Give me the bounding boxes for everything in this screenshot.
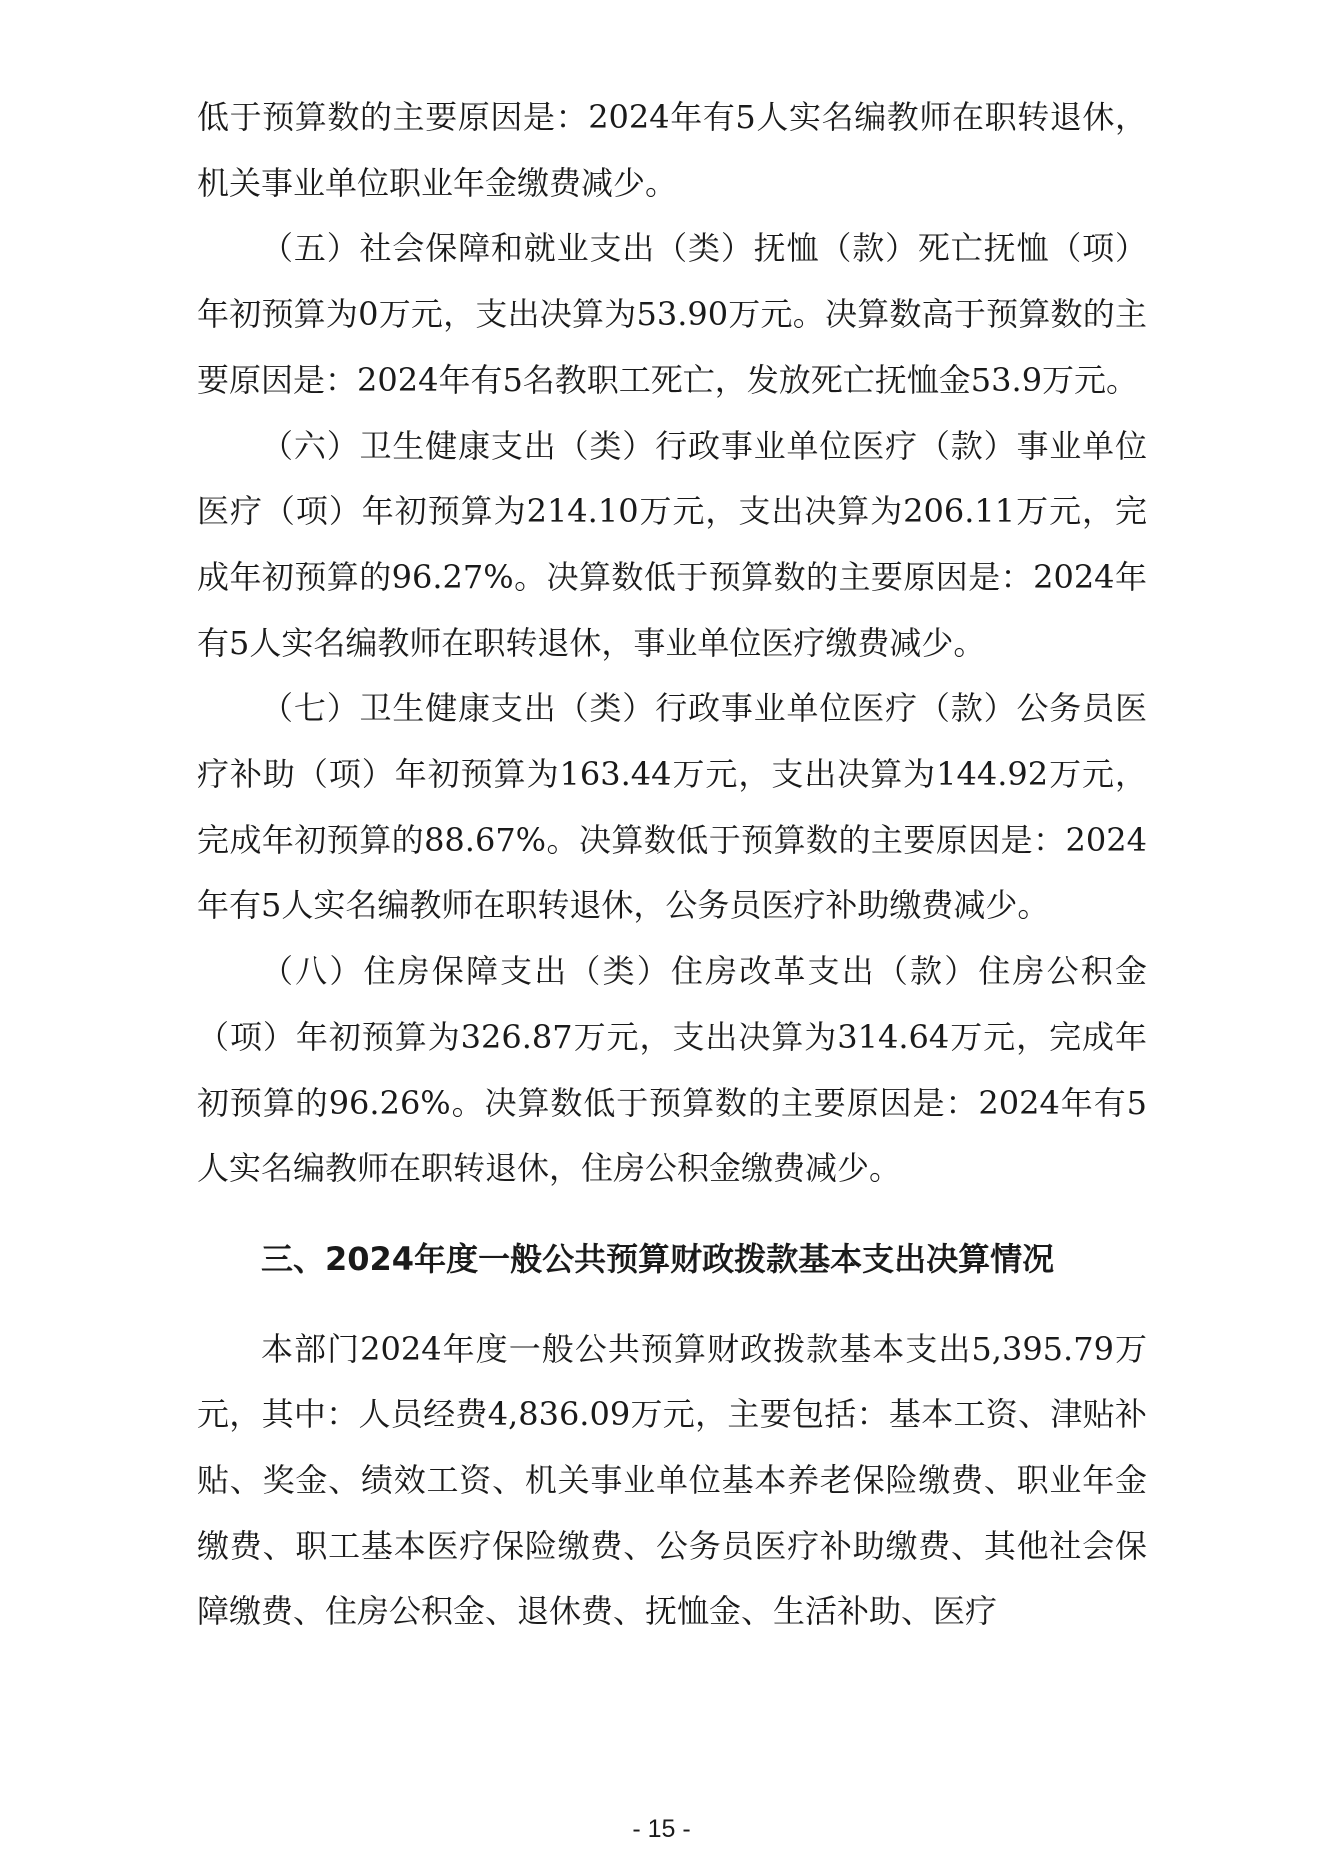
paragraph-basic-expenditure: 本部门2024年度一般公共预算财政拨款基本支出5,395.79万元，其中：人员经费4,836.09万元，主要包括：基本工资、津贴补贴、奖金、绩效工资、机关事业单位基本养老保险缴费、职业年金缴费、职工基本医疗保险缴费、公务员医疗补助缴费、其他社会保障缴费、住房公积金、退休费、抚恤金、生活补助、医疗 [197, 1329, 1147, 1631]
paragraph-continuation: 低于预算数的主要原因是：2024年有5人实名编教师在职转退休，机关事业单位职业年金缴费减少。 [197, 98, 1147, 202]
page-number: - 15 - [632, 1815, 691, 1843]
page-content [197, 85, 1147, 1645]
paragraph-item-7: （七）卫生健康支出（类）行政事业单位医疗（款）公务员医疗补助（项）年初预算为163.44万元，支出决算为144.92万元，完成年初预算的88.67%。决算数低于预算数的主要原因是：2024年有5人实名编教师在职转退休，公务员医疗补助缴费减少。 [197, 689, 1147, 925]
section-heading: 三、2024年度一般公共预算财政拨款基本支出决算情况 [261, 1239, 1055, 1278]
paragraph-item-5: （五）社会保障和就业支出（类）抚恤（款）死亡抚恤（项）年初预算为0万元，支出决算为53.90万元。决算数高于预算数的主要原因是：2024年有5名教职工死亡，发放死亡抚恤金53.9万元。 [197, 229, 1147, 399]
paragraph-item-6: （六）卫生健康支出（类）行政事业单位医疗（款）事业单位医疗（项）年初预算为214.10万元，支出决算为206.11万元，完成年初预算的96.27%。决算数低于预算数的主要原因是：2024年有5人实名编教师在职转退休，事业单位医疗缴费减少。 [197, 426, 1147, 662]
paragraph-item-8: （八）住房保障支出（类）住房改革支出（款）住房公积金（项）年初预算为326.87万元，支出决算为314.64万元，完成年初预算的96.26%。决算数低于预算数的主要原因是：2024年有5人实名编教师在职转退休，住房公积金缴费减少。 [197, 952, 1147, 1188]
